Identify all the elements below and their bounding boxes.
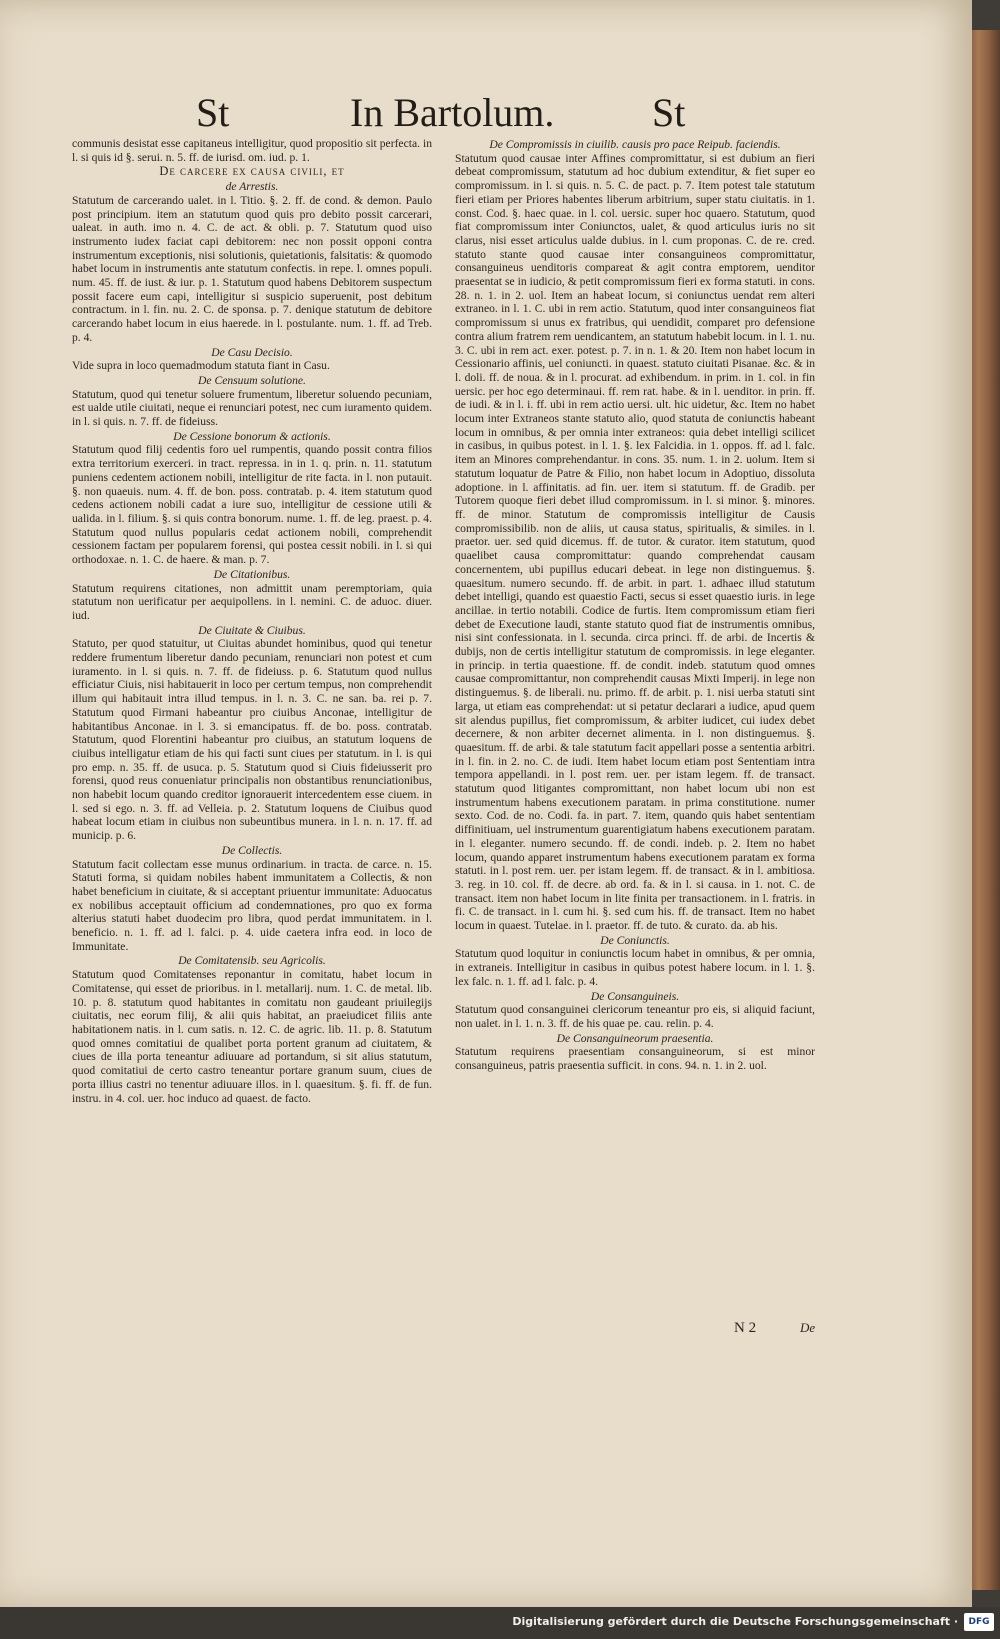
- section-heading: De Ciuitate & Ciuibus.: [198, 623, 306, 637]
- section-heading: De Consanguineis.: [590, 989, 680, 1003]
- section-heading: De Coniunctis.: [600, 933, 670, 947]
- section-heading: De Cessione bonorum & actionis.: [173, 429, 331, 443]
- section-heading: De Citationibus.: [213, 567, 291, 581]
- dfg-logo-icon: DFG: [964, 1613, 994, 1631]
- header-left-letters: St: [196, 90, 230, 135]
- paragraph: Statuto, per quod statuitur, ut Ciuitas abundet hominibus, quod qui tenetur reddere frumentum liberetur dando pecuniam, renunciari non potest et cum iuramento. in l. si quis. n. 7. ff. de fideiuss. p. 6. Statutum quod nullus efficiatur Ciuis, nisi habitauerit in loco per certum tempus, non comprehendit illum qui habitauit intra illud tempus. in l. n. 3. C. ne san. ba. rei p. 7. Statutum quod Firmani habeantur pro ciuibus Anconae, intelligitur de habitantibus Anconae. in l. 3. si emancipatus. ff. de bo. poss. contratab. Statutum, quod Florentini habeantur pro ciuibus, an statutum loquens de ciuibus intelligatur etiam de his qui facti sunt ciues per statutum. in l. is qui pro emp. n. 35. ff. de usuca. p. 5. Statutum quod si Ciuis fideiusserit pro forensi, quod reus conueniatur principalis non obstantibus renunciationibus, non habebit locum quando creditor ignorauerit intercedentem esse ciuem. in l. sed si ego. n. 3. ff. ad Velleia. p. 2. Statutum loquens de Ciuibus quod habeat locum etiam in ciuibus non subeuntibus munera. in l. n. n. 17. ff. ad municip. p. 6.: [72, 637, 432, 843]
- catchword: De: [800, 1320, 816, 1335]
- section-heading: De Consanguineorum praesentia.: [556, 1031, 714, 1045]
- header-title: In Bartolum.: [350, 90, 555, 135]
- paragraph: Vide supra in loco quemadmodum statuta fiant in Casu.: [72, 359, 330, 373]
- paragraph: Statutum quod Comitatenses reponantur in comitatu, habet locum in Comitatense, qui esset de prioribus. in l. metallarij. num. 1. C. de metal. lib. 10. p. 8. statutum quod habitantes in comitatu non gaudeant priuilegijs ciuitatis, nec eorum filij, & alii quis habitat, an praeiudicet filiis ante habitationem natis. in l. cum satis. n. 12. C. de agric. lib. 11. p. 8. Statutum quod omnes comitatiui de qualibet porta portent granum ad ciuitatem, & ciues de illa porta teneantur adiuuare ad portandum, si sit alius statutum, quod comitatiui de certo castro teneantur portare granum suum, ciues de porta illius castri no tenentur adiuuare illos. in l. quaesitum. §. fi. ff. de fun. instru. in 4. col. uer. hoc induco ad quaest. de facto.: [72, 968, 432, 1105]
- section-heading: De Censuum solutione.: [198, 373, 306, 387]
- digitization-footer: [0, 1607, 1000, 1639]
- section-heading: De Collectis.: [221, 843, 283, 857]
- right-column: [455, 137, 815, 1073]
- section-heading: de Arrestis.: [225, 180, 279, 194]
- left-column: [72, 137, 432, 1105]
- paragraph: Statutum requirens citationes, non admittit unam peremptoriam, quia statutum non uerificatur per aequipollens. in l. nemini. C. de aduoc. diuer. iud.: [72, 581, 432, 622]
- paragraph: Statutum quod consanguinei clericorum teneantur pro eis, si aliquid faciunt, non ualet. in l. 1. n. 3. ff. de his quae pe. cau. relin. p. 4.: [455, 1003, 815, 1030]
- paragraph: Statutum quod loquitur in coniunctis locum habet in omnibus, & per omnia, in extraneis. Intelligitur in casibus in quibus potest habere locum. in l. 1. §. lex falc. n. 1. ff. ad l. falc. p. 4.: [455, 947, 815, 988]
- folio-signature: N 2: [734, 1320, 757, 1336]
- footer-credit: Digitalisierung gefördert durch die Deutsche Forschungsgemeinschaft ·: [512, 1615, 958, 1628]
- paragraph: communis desistat esse capitaneus intelligitur, quod propositio sit perfecta. in l. si quis id §. serui. n. 5. ff. de iurisd. om. iud. p. 1.: [72, 137, 432, 164]
- paragraph: Statutum facit collectam esse munus ordinarium. in tracta. de carce. n. 15. Statuti forma, si quidam nobiles habent immunitatem a Collectis, & non habet beneficium in ciuitate, & si acceptant priuentur immunitate: Aduocatus ex nobilibus acceptauit officium ad condemnationes, pro quo ex forma alterius statuti habet duodecim pro libra, quod perdat immunitatem. in l. beneficio. n. 1. ff. ad l. falci. p. 4. uide caetera infra eod. in loco de Immunitate.: [72, 857, 432, 953]
- section-heading: De Compromissis in ciuilib. causis pro pace Reipub. faciendis.: [489, 138, 781, 151]
- paragraph: Statutum de carcerando ualet. in l. Titio. §. 2. ff. de cond. & demon. Paulo post principium. item an statutum quod quis pro debito possit carcerari, ualeat. in auth. imo n. 4. C. de act. & obli. p. 7. Statutum quod uiso instrumento iudex faciat capi debitorem: nec non possit opponi contra instrumentum exceptionis, nisi solutionis, quietationis, falsitatis: & quomodo habet locum in instrumentis ante statutum confectis. in repe. l. omnes populi. num. 45. ff. de iust. & iur. p. 1. Statutum quod habens Debitorem suspectum possit facere eum capi, intelligitur si suspicio superuenit, post debitum contractum. in l. fin. nu. 2. C. de sponsa. p. 7. denique statutum de debitore carcerando habet locum in eius haerede. in l. postulante. num. 1. ff. ad Treb. p. 4.: [72, 193, 432, 344]
- paragraph: Statutum, quod qui tenetur soluere frumentum, liberetur soluendo pecuniam, est ualde utile ciuitati, neque ei renunciari potest, nec cum iuramento quidem. in l. si quis. n. 7. ff. de fideiuss.: [72, 387, 432, 429]
- running-header: [0, 90, 972, 140]
- section-heading: De carcere ex causa civili, et: [159, 164, 345, 179]
- paragraph: Statutum quod filij cedentis foro uel rumpentis, quando possit contra filios extra territorium exerceri. in tract. repressa. in in 1. q. prin. n. 11. statutum puniens cedentem actionem nobili, intelligitur de rite facta. in l. non putauit. §. non quaeuis. num. 4. ff. de bon. poss. contratab. p. 4. item statutum quod cedens actionem nobili cadat a iure suo, intelligitur de cessione utili & ualida. in l. filium. §. si quis contra bonorum. nume. 1. ff. de leg. praest. p. 4. Statutum quod nullus popularis cedat actionem nobili, comprehendit cessionem factam per popularem forensi, qui postea cessit nobili. in l. si qui orthodoxae. n. 1. C. de haere. & man. p. 7.: [72, 443, 432, 567]
- header-right-letters: St: [652, 90, 686, 135]
- section-heading: De Casu Decisio.: [211, 345, 293, 359]
- section-heading: De Comitatensib. seu Agricolis.: [178, 954, 326, 968]
- paragraph: Statutum quod causae inter Affines compromittatur, si est dubium an fieri debeat compromissum, statutum ad hoc dubium extenditur, & fiet super eo compromissum. in l. si quis. n. 5. C. de pact. p. 7. Item potest tale statutum fieri etiam per Priores habentes liberum arbitrium, super statu ciuitatis. in 1. const. Cod. §. haec quae. in l. col. uersic. super hoc quaero. Statutum, quod fiat compromissum inter Coniunctos, ualet, & quod articulus iuris no sit clarus, nisi esset articulus ualde dubius. in l. cum proponas. C. de re. cred. statuto stante quod causae inter consanguineos compromittatur, consanguineus uenditoris compareat & agit contra emptorem, uenditor praesentat se in iudicio, & petit compromissum fieri ex forma statuti. in cons. 28. n. 1. in 2. uol. Item an habeat locum, si coniunctus uendat rem alteri extraneo. in l. 1. C. ubi in rem actio. Statutum, quod inter consanguineos fiat compromissum si unus ex fratribus, qui uendidit, comparet pro defensione contra alium fratrem rem uendicantem, an statutum habebit locum. in l. 1. nu. 3. C. ubi in rem act. exer. potest. p. 7. in n. 1. & 20. Item non habet locum in Cessionario affinis, uel coniuncti. in quaest. statuto ciuitati Pisanae. &c. & in l. doli. ff. de noua. & in l. procurat. ad exhibendum. in prim. in 1. col. in fin uersic. per hoc ego determinaui. ff. rem rat. habe. & in l. uenditor. in prin. ff. de iudi. & in l. i. ff. ubi in rem actio uersi. ult. hic uidetur, &c. Item no habet locum inter Extraneos stante statuto alio, quod statuta de coniunctis habeant locum in omnibus, & per omnia inter extraneos: quia debet intelligi scilicet in casibus, in quibus potest. in l. 1. §. lex Falcidia. in 1. oppos. ff. ad l. falc. item an Minores comprehendantur. in cons. 35. num. 1. in 2. uolum. Item si statutum loquatur de Patre & Filio, non habet locum in Adoptiuo, dissoluta adoptione. in l. affinitatis. ad fin. uer. item si statutum. ff. de Gradib. per Tutorem quoque fieri debet illud compromissum. in l. si minor. §. minores. ff. de minor. Statutum de compromissis intelligitur de Causis compromissibilib. non de aliis, ut causa status, spiritualis, & similes. in l. praetor. uer. sed quid dicemus. ff. de tutor. & curator. item statutum, quod quaelibet causa compromittatur: quando comprehendat causam concernentem, ubi pupillus educari debeat. in lege non distinguemus. §. quaesitum. numero secundo. ff. de arbit. in part. 1. adhaec illud statutum debet intelligi, quando est quaestio Facti, secus si esset quaestio iuris. in lege ancillae. in tertio notabili. Codice de furtis. Item compromissum etiam fieri debet de Executione laudi, stante statuto quod fiat de instrumentis omnibus, nisi sint confessionata. in l. secunda. circa princi. ff. de arbi. de Incertis & dubijs, non de certis intelligitur statutum de compromissis. in lege eleganter. in princip. in tertia quaestione. ff. de condit. indeb. statutum quod omnes causae compromittantur, non comprehendit causas Mixti Imperij. in lege non distinguemus. §. de liberali. nu. primo. ff. de arbit. p. 1. nisi uerba statuti sint larga, ut etiam eas comprehendat: ut si petatur declarari a iudice, apud quem sit alendus pupillus, fiet compromissum, & arbiter iudicet, cui iudex debet decernere, & non arbiter decernet alimenta. in l. non distinguemus. §. quaesitum. ff. de arbi. & tale statutum facit appellari posse a sententia arbitri. in l. fin. in 2. no. C. de iudi. Item habet locum etiam post Sententiam intra tempora appellandi. in l. post rem. uer. per istam legem. ff. de transact. statutum quod litigantes compromittant, non habet locum ubi non est instrumentum habens executionem paratam. in prima constitutione. numer sexto. Cod. de no. Codi. fa. in part. 7. item, quando quis habet sententiam diffinitiuam, uel instrumentum guarentigiatum habens executionem paratam. in l. eleganter. numero secundo. ff. de condi. indeb. p. 2. Item no habet locum, quando apparet instrumentum habens executionem paratam ex forma statuti. in l. post rem. uer. per istam legem. ff. de transact. & in l. ambitiosa. 3. reg. in 10. col. ff. de decre. ab ord. fa. & in l. si causa. in 1. not. C. de transact. item non habet locum in lite finita per transactionem. in l. fratris. in fi. C. de transact. in l. cum hi. §. sed cum his. ff. de transact. Item no habet locum in quaest. Tutelae. in l. praetor. ff. de tuto. & curato. da. ab his.: [455, 151, 815, 933]
- paragraph: Statutum requirens praesentiam consanguineorum, si est minor consanguineus, patris praesentia sufficit. in cons. 94. n. 1. in 2. uol.: [455, 1045, 815, 1073]
